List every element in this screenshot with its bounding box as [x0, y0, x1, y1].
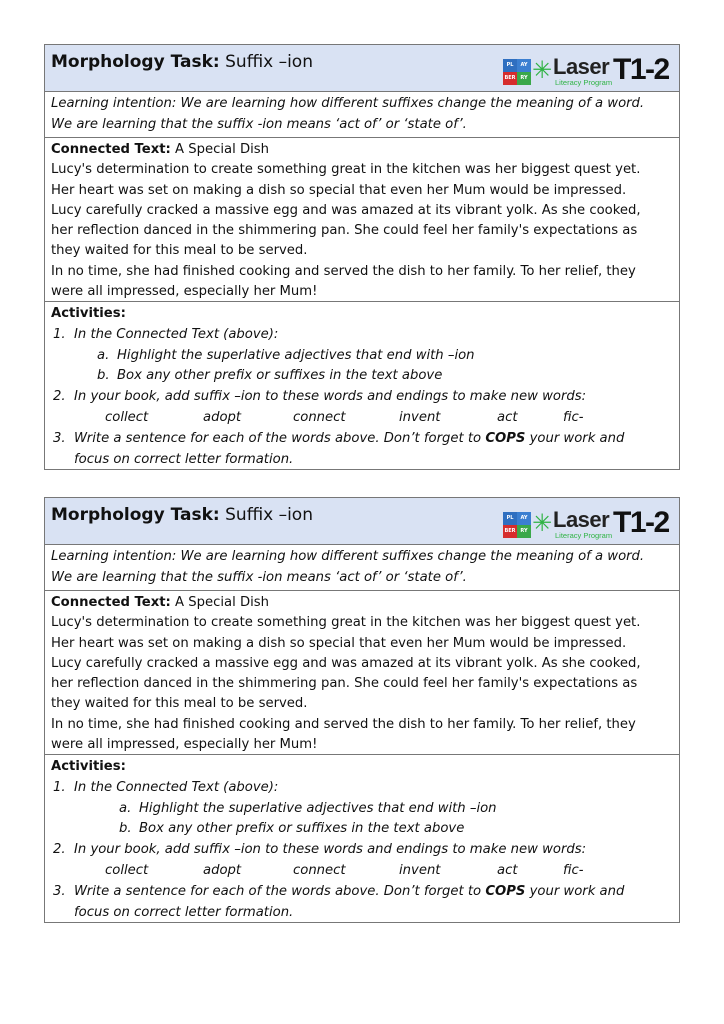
- logo-subtitle: Literacy Program: [555, 78, 613, 87]
- text-line: Her heart was set on making a dish so special that even her Mum would be impressed.: [51, 182, 627, 198]
- word-item: invent: [399, 862, 441, 878]
- level-badge: T1-2: [613, 53, 669, 86]
- puzzle-piece: RY: [517, 525, 531, 538]
- activity-number: 3.: [53, 883, 66, 899]
- text-line: Lucy's determination to create something great in the kitchen was her biggest quest yet.: [51, 615, 641, 631]
- activities-label: Activities:: [51, 306, 126, 321]
- word-item: fic-: [563, 862, 584, 878]
- level-badge: T1-2: [613, 506, 669, 539]
- text-line: In no time, she had finished cooking and served the dish to her family. To her relief, they: [51, 716, 636, 732]
- learning-intention-line: Learning intention: We are learning how different suffixes change the meaning of a word.: [51, 549, 645, 564]
- activity-text: In the Connected Text (above):: [74, 779, 279, 795]
- laser-logo: [503, 506, 673, 542]
- learning-intention-line: We are learning that the suffix -ion means ‘act of’ or ‘state of’.: [51, 116, 467, 132]
- activity-number: 2.: [53, 389, 66, 405]
- logo-subtitle: Literacy Program: [555, 531, 613, 540]
- activity-3: [51, 429, 673, 450]
- activity-number: a.: [97, 347, 110, 363]
- connected-text: [45, 591, 679, 755]
- word-item: collect: [105, 862, 149, 878]
- activity-text: Box any other prefix or suffixes in the text above: [117, 368, 443, 384]
- card-title: [51, 505, 313, 525]
- activity-number: 1.: [53, 779, 66, 795]
- activity-text: In your book, add suffix –ion to these words and endings to make new words:: [74, 842, 587, 858]
- text-line: were all impressed, especially her Mum!: [51, 737, 318, 753]
- word-item: invent: [399, 409, 441, 425]
- text-line: her reflection danced in the shimmering pan. She could feel her family's expectations as: [51, 676, 638, 692]
- activities: [45, 302, 679, 472]
- connected-text-label: Connected Text:: [51, 595, 171, 610]
- activity-number: 2.: [53, 842, 66, 858]
- connected-text-heading: [51, 593, 673, 613]
- activities: [45, 755, 679, 925]
- activity-text-part: your work and: [525, 883, 625, 899]
- puzzle-piece: PL: [503, 59, 517, 72]
- laser-logo: [503, 53, 673, 89]
- learning-intention: [45, 545, 679, 591]
- connected-text-heading: [51, 140, 673, 160]
- connected-text-label: Connected Text:: [51, 142, 171, 157]
- learning-intention: [45, 92, 679, 138]
- activity-text: Highlight the superlative adjectives that end with –ion: [117, 347, 475, 363]
- puzzle-piece: AY: [517, 59, 531, 72]
- card-header: [45, 498, 679, 545]
- word-item: act: [497, 409, 518, 425]
- activity-number: a.: [119, 800, 132, 816]
- activity-1a: [51, 346, 673, 367]
- word-list: [51, 408, 673, 429]
- cops-keyword: COPS: [485, 430, 526, 446]
- activity-text: In the Connected Text (above):: [74, 326, 279, 342]
- starburst-icon: ✳: [532, 56, 553, 84]
- activity-1b: [51, 366, 673, 387]
- activity-text: [74, 429, 624, 450]
- title-topic: Suffix –ion: [219, 505, 313, 525]
- puzzle-piece: BER: [503, 525, 517, 538]
- text-line: Lucy carefully cracked a massive egg and was amazed at its vibrant yolk. As she cooked,: [51, 202, 641, 218]
- card-header: [45, 45, 679, 92]
- word-item: connect: [293, 862, 346, 878]
- text-line: they waited for this meal to be served.: [51, 243, 308, 259]
- activity-number: 1.: [53, 326, 66, 342]
- puzzle-piece: AY: [517, 512, 531, 525]
- word-item: act: [497, 862, 518, 878]
- text-line: Her heart was set on making a dish so special that even her Mum would be impressed.: [51, 635, 627, 651]
- activity-number: 3.: [53, 430, 66, 446]
- puzzle-icon: [503, 512, 531, 538]
- activity-1: [51, 778, 673, 799]
- puzzle-piece: PL: [503, 512, 517, 525]
- connected-text-title: A Special Dish: [170, 142, 269, 157]
- text-line: Lucy carefully cracked a massive egg and was amazed at its vibrant yolk. As she cooked,: [51, 655, 641, 671]
- activity-text-continued: focus on correct letter formation.: [74, 904, 294, 920]
- word-item: adopt: [203, 409, 242, 425]
- text-line: were all impressed, especially her Mum!: [51, 284, 318, 300]
- activity-1: [51, 325, 673, 346]
- activity-text-part: Write a sentence for each of the words above. Don’t forget to: [74, 883, 486, 899]
- title-topic: Suffix –ion: [219, 52, 313, 72]
- title-label: Morphology Task:: [51, 505, 220, 525]
- card-title: [51, 52, 313, 72]
- connected-text: [45, 138, 679, 302]
- activity-text-continued: focus on correct letter formation.: [74, 451, 294, 467]
- activity-3: [51, 882, 673, 903]
- word-item: collect: [105, 409, 149, 425]
- activity-1b: [51, 819, 673, 840]
- logo-brand: Laser: [553, 507, 610, 532]
- puzzle-piece: RY: [517, 72, 531, 85]
- text-line: Lucy's determination to create something great in the kitchen was her biggest quest yet.: [51, 162, 641, 178]
- task-card-2: [44, 497, 680, 923]
- learning-intention-line: Learning intention: We are learning how different suffixes change the meaning of a word.: [51, 96, 645, 111]
- puzzle-piece: BER: [503, 72, 517, 85]
- puzzle-icon: [503, 59, 531, 85]
- word-item: adopt: [203, 862, 242, 878]
- activity-number: b.: [97, 368, 110, 384]
- text-line: her reflection danced in the shimmering pan. She could feel her family's expectations as: [51, 223, 638, 239]
- activity-2: [51, 387, 673, 408]
- activity-1a: [51, 799, 673, 820]
- activity-text-part: your work and: [525, 430, 625, 446]
- title-label: Morphology Task:: [51, 52, 220, 72]
- word-item: connect: [293, 409, 346, 425]
- cops-keyword: COPS: [485, 883, 526, 899]
- activity-text: [74, 882, 624, 903]
- starburst-icon: ✳: [532, 509, 553, 537]
- text-line: they waited for this meal to be served.: [51, 696, 308, 712]
- activity-text-part: Write a sentence for each of the words above. Don’t forget to: [74, 430, 486, 446]
- logo-brand: Laser: [553, 54, 610, 79]
- activity-number: b.: [119, 821, 132, 837]
- learning-intention-line: We are learning that the suffix -ion means ‘act of’ or ‘state of’.: [51, 569, 467, 585]
- connected-text-title: A Special Dish: [170, 595, 269, 610]
- text-line: In no time, she had finished cooking and served the dish to her family. To her relief, they: [51, 263, 636, 279]
- word-item: fic-: [563, 409, 584, 425]
- activities-label: Activities:: [51, 759, 126, 774]
- activity-text: In your book, add suffix –ion to these words and endings to make new words:: [74, 389, 587, 405]
- activity-2: [51, 840, 673, 861]
- activity-text: Highlight the superlative adjectives that end with –ion: [139, 800, 497, 816]
- word-list: [51, 861, 673, 882]
- activity-text: Box any other prefix or suffixes in the text above: [139, 821, 465, 837]
- task-card-1: [44, 44, 680, 470]
